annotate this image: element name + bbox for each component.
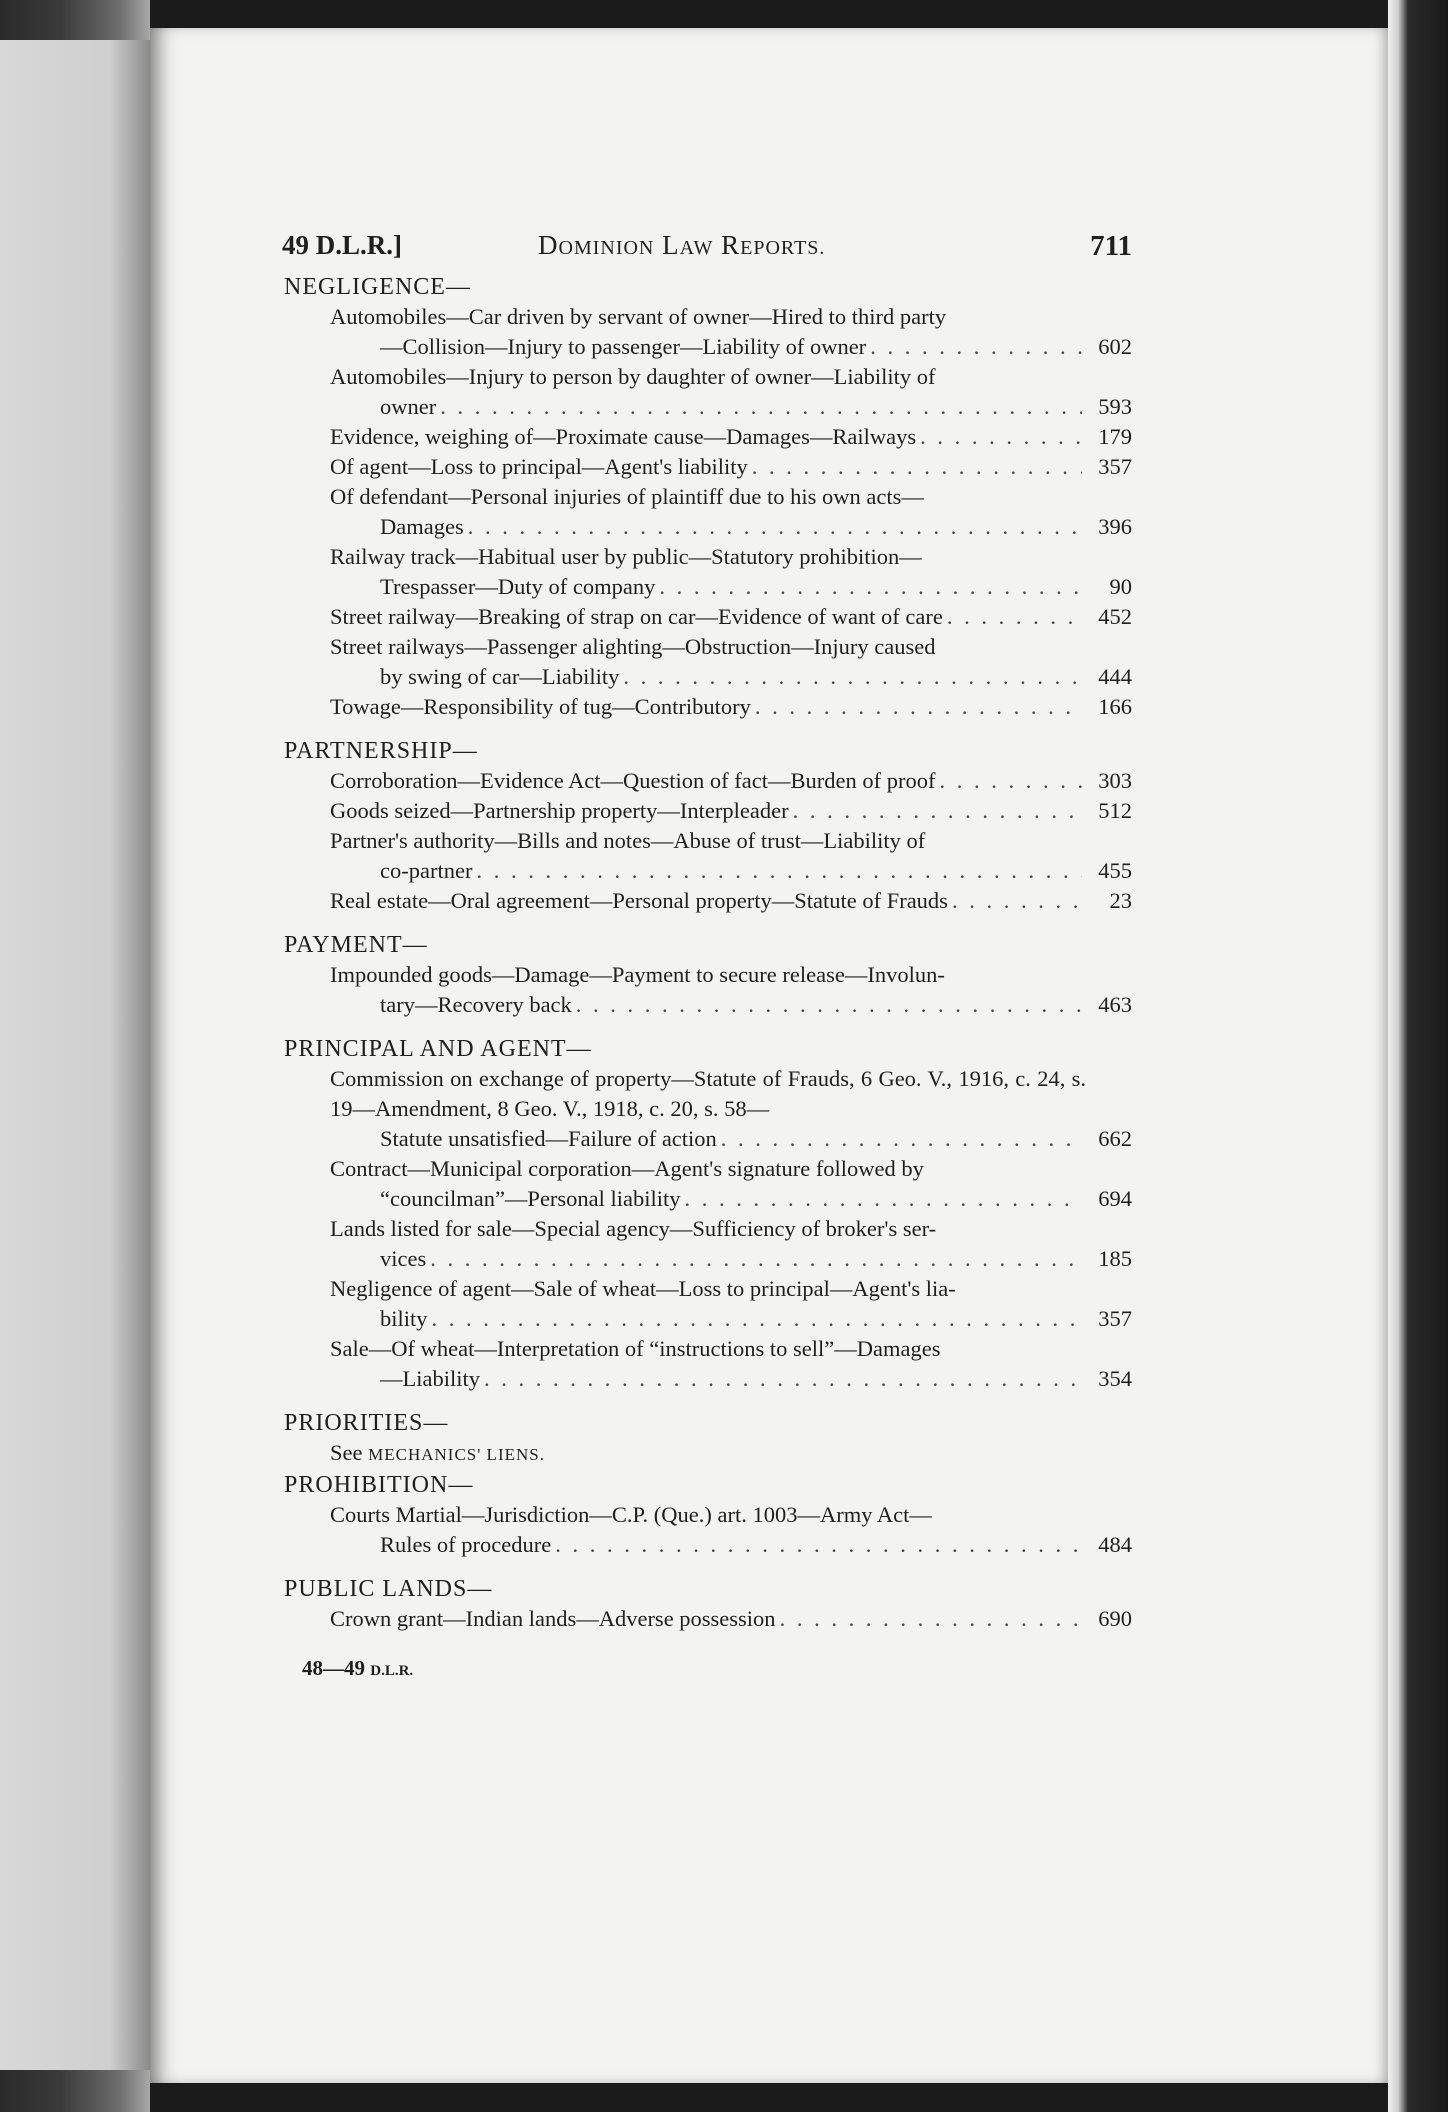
dot-leader [952, 886, 1082, 916]
entry-text: Trespasser—Duty of company [380, 574, 656, 599]
index-entry [330, 886, 1132, 916]
index-entry [330, 302, 1132, 362]
entry-text: Crown grant—Indian lands—Adverse possession [330, 1606, 776, 1631]
index-entry [330, 1154, 1132, 1214]
entry-page-number: 354 [1098, 1366, 1132, 1391]
dot-leader [555, 1530, 1082, 1560]
entry-text: Courts Martial—Jurisdiction—C.P. (Que.) art. 1003—Army Act— [330, 1502, 932, 1527]
dot-leader [430, 1244, 1082, 1274]
entry-text: “councilman”—Personal liability [380, 1186, 681, 1211]
dot-leader [476, 856, 1082, 886]
index-entry [330, 692, 1132, 722]
index-entry [330, 960, 1132, 1020]
index-entry [330, 482, 1132, 542]
dot-leader [432, 1304, 1082, 1334]
index-entry [330, 602, 1132, 632]
index-entry [330, 796, 1132, 826]
entry-text: co-partner [380, 858, 473, 883]
dot-leader [752, 452, 1082, 482]
entry-page-number: 662 [1098, 1126, 1132, 1151]
entry-text: Of agent—Loss to principal—Agent's liability [330, 454, 748, 479]
entry-text: vices [380, 1246, 427, 1271]
section-heading: PRINCIPAL AND AGENT— [284, 1036, 592, 1062]
entry-text: owner [380, 394, 437, 419]
entry-page-number: 357 [1098, 1306, 1132, 1331]
entry-text: Street railways—Passenger alighting—Obstruction—Injury caused [330, 634, 936, 659]
volume-reference: 49 D.L.R.] [282, 230, 402, 260]
index-entry [330, 452, 1132, 482]
section-heading: NEGLIGENCE— [284, 274, 471, 300]
printer-signature: 48—49 D.L.R. [302, 1656, 414, 1680]
index-section [268, 1470, 1136, 1560]
entry-text: Lands listed for sale—Special agency—Sufficiency of broker's ser- [330, 1216, 937, 1241]
entry-page-number: 463 [1098, 992, 1132, 1017]
entry-page-number: 694 [1098, 1186, 1132, 1211]
cross-reference: See MECHANICS' LIENS. [330, 1440, 545, 1465]
entry-text: Goods seized—Partnership property—Interpleader [330, 798, 789, 823]
entry-text: Partner's authority—Bills and notes—Abuse of trust—Liability of [330, 828, 926, 853]
entry-page-number: 690 [1098, 1606, 1132, 1631]
entry-page-number: 303 [1098, 768, 1132, 793]
dot-leader [920, 422, 1082, 452]
entry-text: Automobiles—Injury to person by daughter of owner—Liability of [330, 364, 936, 389]
scan-background-right [1388, 0, 1448, 2112]
entry-page-number: 396 [1098, 514, 1132, 539]
entry-text: Street railway—Breaking of strap on car—Evidence of want of care [330, 604, 943, 629]
index-entry [330, 1604, 1132, 1634]
index-entry [330, 1334, 1132, 1394]
index-entry [330, 1500, 1132, 1560]
entry-page-number: 23 [1109, 888, 1132, 913]
entry-page-number: 444 [1098, 664, 1132, 689]
index-entry [330, 826, 1132, 886]
index-section [268, 1034, 1136, 1394]
entry-text: by swing of car—Liability [380, 664, 620, 689]
section-heading: PAYMENT— [284, 932, 428, 958]
entry-text: Rules of procedure [380, 1532, 552, 1557]
index-section [268, 736, 1136, 916]
index-entry [330, 632, 1132, 692]
entry-text: Commission on exchange of property—Statute of Frauds, 6 Geo. V., 1916, c. 24, s. 19—Amendment, 8 Geo. V., 1918, c. 20, s. 58— [330, 1066, 1086, 1121]
journal-title: DOMINION LAW REPORTS. [538, 230, 826, 260]
entry-text: Sale—Of wheat—Interpretation of “instructions to sell”—Damages [330, 1336, 941, 1361]
dot-leader [659, 572, 1082, 602]
entry-text: Damages [380, 514, 464, 539]
page-number: 711 [1090, 230, 1132, 262]
dot-leader [939, 766, 1082, 796]
entry-page-number: 452 [1098, 604, 1132, 629]
entry-text: Real estate—Oral agreement—Personal property—Statute of Frauds [330, 888, 948, 913]
dot-leader [623, 662, 1082, 692]
page-content [268, 222, 1136, 1681]
entry-text: tary—Recovery back [380, 992, 572, 1017]
running-head [268, 222, 1136, 272]
entry-text: Impounded goods—Damage—Payment to secure release—Involun- [330, 962, 945, 987]
entry-page-number: 90 [1109, 574, 1132, 599]
entry-text: Evidence, weighing of—Proximate cause—Damages—Railways [330, 424, 917, 449]
entry-text: Contract—Municipal corporation—Agent's signature followed by [330, 1156, 924, 1181]
dot-leader [484, 1364, 1082, 1394]
entry-page-number: 484 [1098, 1532, 1132, 1557]
entry-text: Negligence of agent—Sale of wheat—Loss to principal—Agent's lia- [330, 1276, 956, 1301]
index-sections-after [268, 1470, 1136, 1634]
entry-text: —Collision—Injury to passenger—Liability of owner [380, 334, 867, 359]
section-heading: PUBLIC LANDS— [284, 1576, 493, 1602]
entry-page-number: 455 [1098, 858, 1132, 883]
entry-page-number: 602 [1098, 334, 1132, 359]
entry-page-number: 185 [1098, 1246, 1132, 1271]
entry-text: bility [380, 1306, 428, 1331]
dot-leader [947, 602, 1082, 632]
dot-leader [685, 1184, 1082, 1214]
index-section [268, 1574, 1136, 1634]
dot-leader [440, 392, 1082, 422]
cross-reference-target: MECHANICS' LIENS. [368, 1445, 545, 1464]
index-entry [330, 422, 1132, 452]
dot-leader [721, 1124, 1082, 1154]
section-heading: PROHIBITION— [284, 1472, 474, 1498]
entry-page-number: 512 [1098, 798, 1132, 823]
index-sections [268, 272, 1136, 1394]
index-entry [330, 362, 1132, 422]
dot-leader [780, 1604, 1082, 1634]
entry-text: Of defendant—Personal injuries of plaintiff due to his own acts— [330, 484, 924, 509]
index-section [268, 930, 1136, 1020]
entry-text: Towage—Responsibility of tug—Contributory [330, 694, 751, 719]
entry-page-number: 357 [1098, 454, 1132, 479]
section-heading: PARTNERSHIP— [284, 738, 478, 764]
index-entry [330, 1274, 1132, 1334]
dot-leader [576, 990, 1082, 1020]
facing-page-edge [0, 40, 150, 2070]
index-entry [330, 542, 1132, 602]
index-entry [330, 766, 1132, 796]
entry-page-number: 166 [1098, 694, 1132, 719]
entry-text: —Liability [380, 1366, 480, 1391]
entry-page-number: 179 [1098, 424, 1132, 449]
dot-leader [793, 796, 1082, 826]
entry-text: Corroboration—Evidence Act—Question of fact—Burden of proof [330, 768, 936, 793]
entry-page-number: 593 [1098, 394, 1132, 419]
section-heading: PRIORITIES— [284, 1410, 449, 1436]
entry-text: Automobiles—Car driven by servant of owner—Hired to third party [330, 304, 947, 329]
dot-leader [468, 512, 1082, 542]
index-section [268, 272, 1136, 722]
entry-text: Statute unsatisfied—Failure of action [380, 1126, 717, 1151]
entry-text: Railway track—Habitual user by public—Statutory prohibition— [330, 544, 922, 569]
index-entry [330, 1064, 1132, 1154]
dot-leader [755, 692, 1082, 722]
index-entry [330, 1214, 1132, 1274]
index-section-priorities [268, 1408, 1136, 1470]
dot-leader [870, 332, 1082, 362]
